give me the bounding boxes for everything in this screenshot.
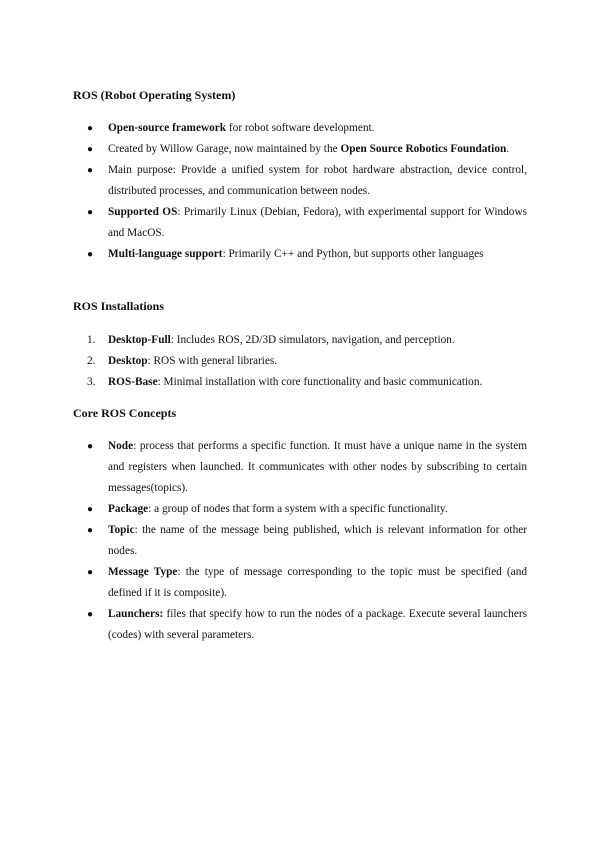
item-bold-text: Desktop (108, 355, 148, 367)
bullet-icon: ● (87, 525, 94, 536)
item-text: : process that performs a specific function. It must have a unique name in the system and registers when launched. It communicates with other nodes by subscribing to certain messages(topics). (108, 440, 527, 494)
list-item (73, 436, 527, 499)
item-text: Created by Willow Garage, now maintained by the (108, 143, 341, 155)
bullet-icon: ● (87, 441, 94, 452)
bullet-icon: ● (87, 123, 94, 134)
section-heading-core-concepts: Core ROS Concepts (73, 406, 177, 420)
list-item (73, 244, 527, 265)
bullet-icon: ● (87, 567, 94, 578)
item-bold-text: Launchers: (108, 608, 164, 620)
list-item (73, 562, 527, 604)
list-number: 2. (87, 355, 96, 367)
list-item (73, 351, 527, 372)
item-text: : Minimal installation with core functionality and basic communication. (157, 376, 483, 388)
item-text: Main purpose: Provide a unified system for robot hardware abstraction, device control, distributed processes, and communication between nodes. (108, 164, 527, 197)
section-heading-installations: ROS Installations (73, 299, 165, 313)
item-bold-text: Open-source framework (108, 122, 227, 134)
bullet-icon: ● (87, 249, 94, 260)
ros-overview-list (73, 118, 527, 265)
item-text: : Includes ROS, 2D/3D simulators, navigation, and perception. (170, 334, 455, 346)
item-bold-text: Topic (108, 524, 135, 536)
item-text: for robot software development. (226, 122, 375, 134)
list-number: 3. (87, 376, 96, 388)
bullet-icon: ● (87, 609, 94, 620)
list-item (73, 118, 527, 139)
item-text: : the name of the message being published, which is relevant information for other nodes. (108, 524, 527, 557)
item-bold-text: Open Source Robotics Foundation (340, 143, 507, 155)
section-heading-ros: ROS (Robot Operating System) (73, 88, 236, 102)
bullet-icon: ● (87, 207, 94, 218)
list-item (73, 139, 527, 160)
item-text: : the type of message corresponding to the topic must be specified (and defined if it is composite). (108, 566, 527, 599)
list-item (73, 372, 527, 393)
ros-installations-list (73, 330, 527, 393)
bullet-icon: ● (87, 165, 94, 176)
list-number: 1. (87, 334, 96, 346)
bullet-icon: ● (87, 504, 94, 515)
item-text: : a group of nodes that form a system with a specific functionality. (148, 503, 448, 515)
item-text: : Primarily C++ and Python, but supports other languages (222, 248, 484, 260)
item-text: files that specify how to run the nodes of a package. Execute several launchers (codes) with several parameters. (108, 608, 527, 641)
item-text: : ROS with general libraries. (147, 355, 278, 367)
list-item (73, 604, 527, 646)
item-bold-text: Node (108, 440, 134, 452)
list-item (73, 499, 527, 520)
item-bold-text: Desktop-Full (108, 334, 171, 346)
list-item (73, 330, 527, 351)
list-item (73, 520, 527, 562)
item-bold-text: Supported OS (108, 206, 178, 218)
item-bold-text: Multi-language support (108, 248, 223, 260)
item-bold-text: Package (108, 503, 149, 515)
item-bold-text: Message Type (108, 566, 178, 578)
list-item (73, 160, 527, 202)
core-concepts-list (73, 436, 527, 646)
item-bold-text: ROS-Base (108, 376, 158, 388)
bullet-icon: ● (87, 144, 94, 155)
item-text: : Primarily Linux (Debian, Fedora), with experimental support for Windows and MacOS. (108, 206, 527, 239)
item-text: . (506, 143, 510, 155)
list-item (73, 202, 527, 244)
